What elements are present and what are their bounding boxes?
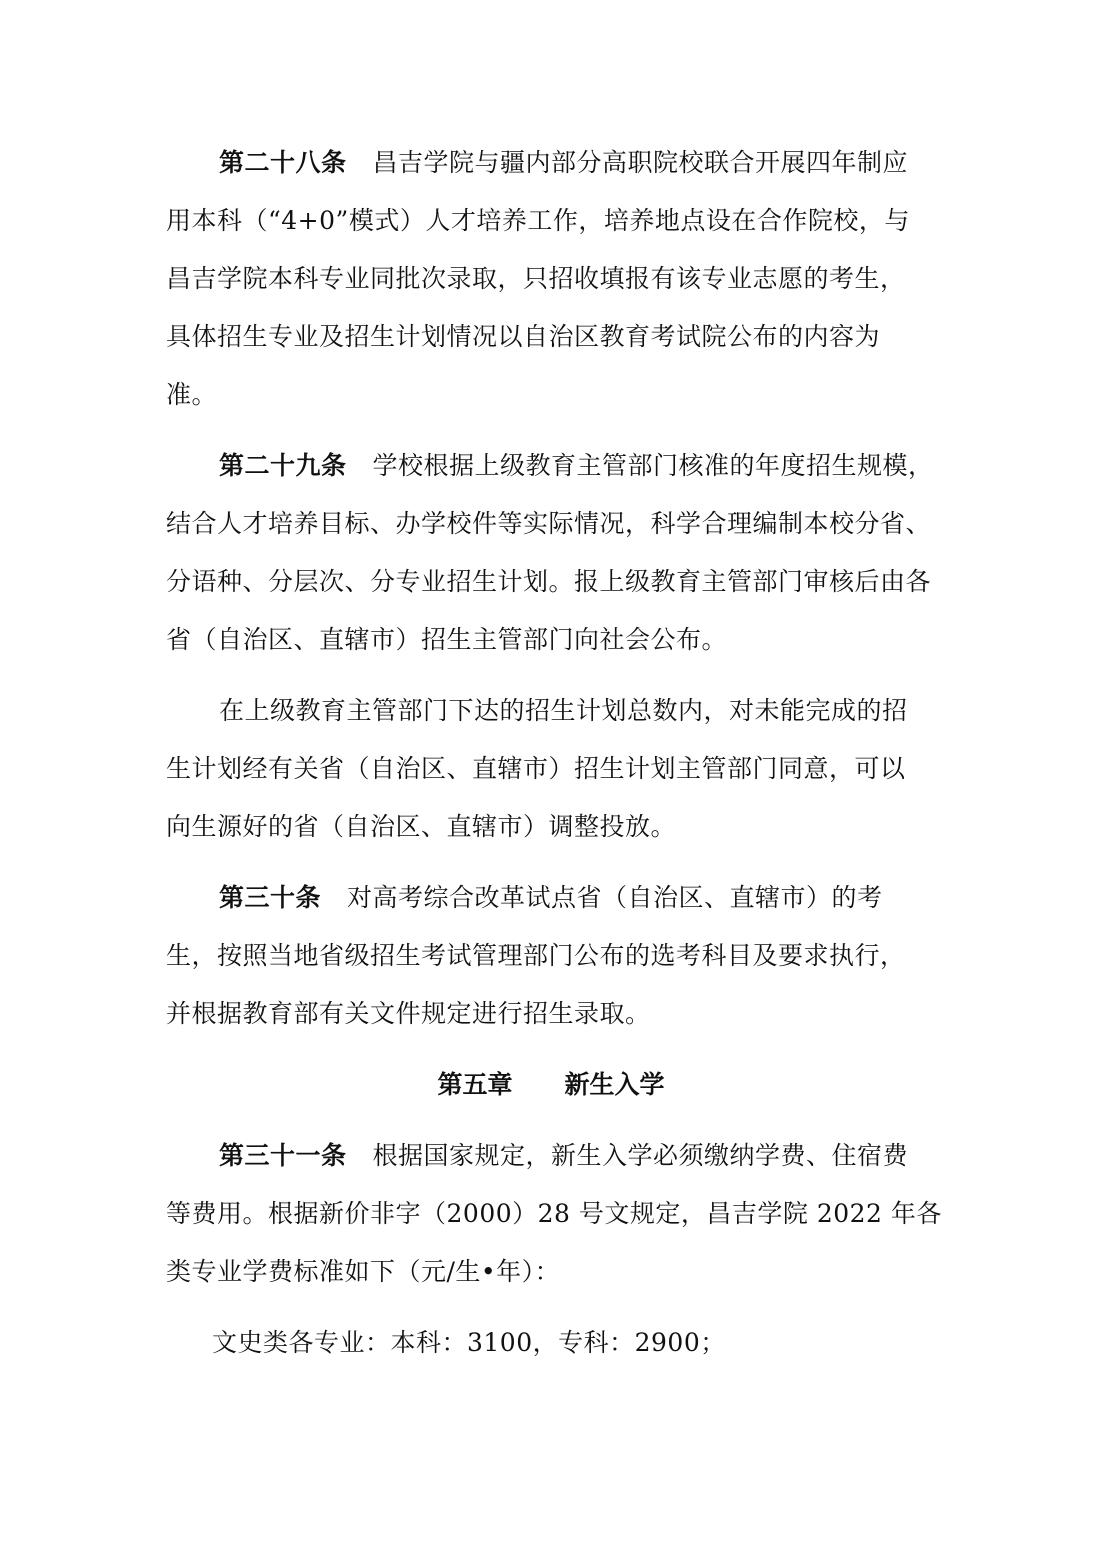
article-28-line-1: 第二十八条 昌吉学院与疆内部分高职院校联合开展四年制应 <box>219 148 909 177</box>
chapter-number: 第五章 <box>437 1070 513 1099</box>
article-28-line-5: 准。 <box>166 380 218 409</box>
article-29-line-4: 省（自治区、直辖市）招生主管部门向社会公布。 <box>166 625 728 654</box>
article-30-line-2: 生，按照当地省级招生考试管理部门公布的选考科目及要求执行， <box>166 941 906 970</box>
fee-line-humanities: 文史类各专业：本科：3100，专科：2900； <box>212 1328 726 1357</box>
article-30-line-3: 并根据教育部有关文件规定进行招生录取。 <box>166 999 651 1028</box>
article-29-line-1: 第二十九条 学校根据上级教育主管部门核准的年度招生规模， <box>219 451 934 480</box>
chapter-title: 新生入学 <box>564 1070 665 1099</box>
article-28-line-2: 用本科（“4+0”模式）人才培养工作，培养地点设在合作院校，与 <box>166 206 910 235</box>
article-29-heading: 第二十九条 <box>219 451 347 480</box>
article-29-p2-line-2: 生计划经有关省（自治区、直辖市）招生计划主管部门同意，可以 <box>166 754 906 783</box>
article-31-line-3: 类专业学费标准如下（元/生•年）： <box>166 1257 561 1286</box>
chapter-heading <box>0 1070 1102 1100</box>
article-29-line-2: 结合人才培养目标、办学校件等实际情况，科学合理编制本校分省、 <box>166 509 932 538</box>
article-29-p2-line-1: 在上级教育主管部门下达的招生计划总数内，对未能完成的招 <box>219 696 908 725</box>
article-31-line-2: 等费用。根据新价非字（2000）28 号文规定，昌吉学院 2022 年各 <box>166 1199 942 1228</box>
article-31-heading: 第三十一条 <box>219 1141 347 1170</box>
article-28-heading: 第二十八条 <box>219 148 347 177</box>
article-29-p2-line-3: 向生源好的省（自治区、直辖市）调整投放。 <box>166 812 677 841</box>
article-30-line-1: 第三十条 对高考综合改革试点省（自治区、直辖市）的考 <box>219 883 883 912</box>
article-29-line-3: 分语种、分层次、分专业招生计划。报上级教育主管部门审核后由各 <box>166 567 932 596</box>
article-31-line-1: 第三十一条 根据国家规定，新生入学必须缴纳学费、住宿费 <box>219 1141 909 1170</box>
article-28-line-3: 昌吉学院本科专业同批次录取，只招收填报有该专业志愿的考生， <box>166 264 906 293</box>
article-30-heading: 第三十条 <box>219 883 322 912</box>
article-28-line-4: 具体招生专业及招生计划情况以自治区教育考试院公布的内容为 <box>166 322 881 351</box>
